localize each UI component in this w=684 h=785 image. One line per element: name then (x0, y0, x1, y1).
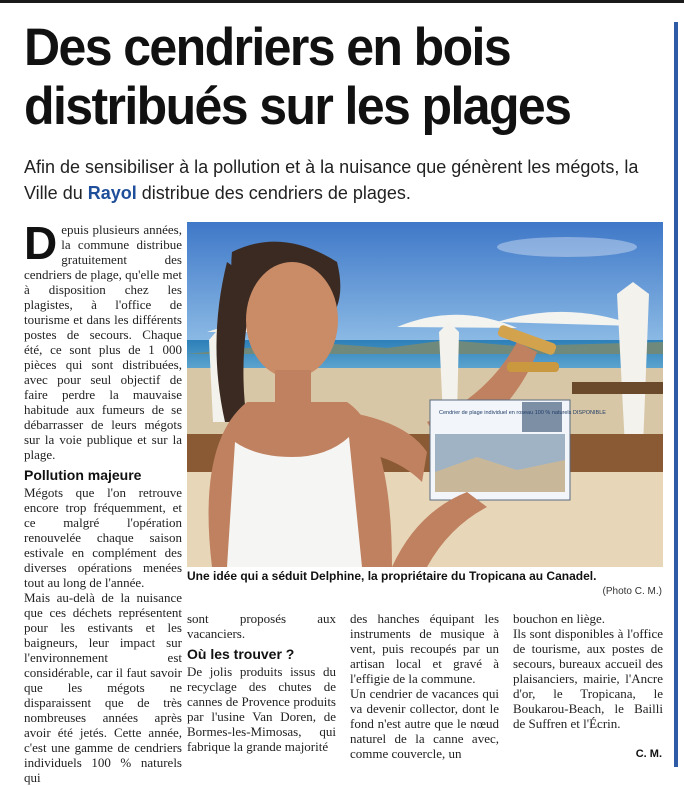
photo-caption: Une idée qui a séduit Delphine, la propriétaire du Tropicana au Canadel. (187, 569, 597, 583)
standfirst-text-1: Afin de sensibiliser à la pollution et à la nuisance que génèrent les mégots, la Ville du (24, 157, 639, 203)
headline: Des cendriers en bois distribués sur les plages (24, 18, 571, 136)
paragraph-3: Mais au-delà de la nuisance que ces déchets représentent pour les estivants et les baigneurs, leur impact sur l'environnement est considérable, car il faut savoir que les mégots ne disparaissent que de très nombreuses années après avoir été jetés. Cette année, c'est une gamme de cendriers individuels 100 % naturels qui (24, 590, 182, 785)
paragraph-5: De jolis produits issus du recyclage des chutes de cannes de Provence produits par l'usine Van Doren, de Bormes-les-Mimosas, qui fabrique la grande majorité (187, 664, 336, 754)
column-2 (187, 611, 336, 754)
column-1 (24, 217, 182, 785)
paragraph-9: Ils sont disponibles à l'office de tourisme, aux postes de secours, bureaux accueil des plaisanciers, mairie, l'Ancre d'or, le Tropicana, le Boukarou-Beach, le Bailli de Suffren et l'Écrin. (513, 626, 663, 731)
drop-cap: D (24, 217, 58, 269)
subhead-pollution: Pollution majeure (24, 467, 142, 483)
standfirst (24, 154, 664, 206)
subhead-ou-trouver: Où les trouver ? (187, 646, 295, 662)
top-rule (0, 0, 684, 3)
page-edge-bar (674, 22, 678, 767)
paragraph-8: bouchon en liège. (513, 611, 606, 626)
photo-credit: (Photo C. M.) (602, 586, 662, 597)
column-3 (350, 611, 499, 761)
paragraph-6: des hanches équipant les instruments de musique à vent, puis recoupés par un artisan local et gravé à l'effigie de la commune. (350, 611, 499, 686)
paragraph-1: epuis plusieurs années, la commune distribue gratuitement des cendriers de plage, qu'elle met à disposition chez les plagistes, à l'office de tourisme et dans les différents postes de secours. Chaque été, ce sont plus de 1 000 pièces qui sont distribuées, avec pour seul objectif de faire perdre la mauvaise habitude aux fumeurs de se débarrasser de leurs mégots sur la voie publique et sur la plage. (24, 222, 182, 462)
standfirst-text-2: distribue des cendriers de plages. (136, 183, 411, 203)
paragraph-7: Un cendrier de vacances qui va devenir collector, dont le fond n'est autre que le nœud naturel de la canne avec, comme couvercle, un (350, 686, 499, 761)
column-4 (513, 611, 663, 731)
paragraph-4: sont proposés aux vacanciers. (187, 611, 336, 641)
standfirst-highlight: Rayol (87, 183, 137, 203)
author-signature: C. M. (635, 748, 662, 760)
paragraph-2: Mégots que l'on retrouve encore trop fréquemment, et ce malgré l'opération renouvelée chaque saison estivale en complément des diverses opérations menées tout au long de l'année. (24, 485, 182, 590)
sign-text: Cendrier de plage individuel en roseau 100 % naturels DISPONIBLE (439, 410, 606, 416)
article-photo (187, 222, 663, 567)
